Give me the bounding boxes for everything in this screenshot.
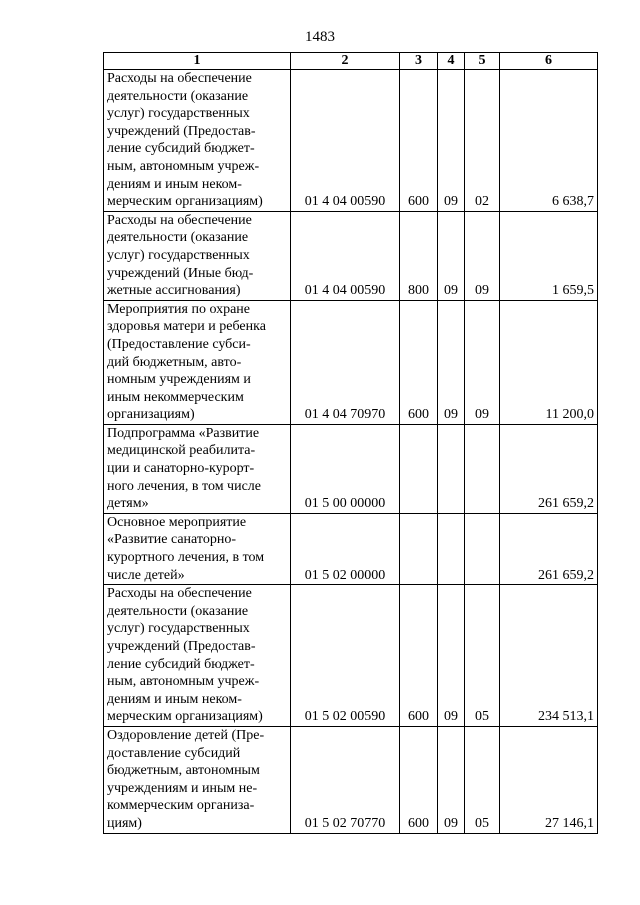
section-cell — [438, 424, 465, 513]
amount-cell: 261 659,2 — [500, 513, 598, 584]
column-header: 4 — [438, 53, 465, 70]
item-name-cell — [104, 424, 291, 513]
amount-cell: 261 659,2 — [500, 424, 598, 513]
item-name-line: ление субсидий бюджет- — [107, 656, 255, 672]
item-name-line: учреждений (Предостав- — [107, 123, 256, 139]
amount-cell: 11 200,0 — [500, 300, 598, 424]
target-code-cell: 01 4 04 00590 — [291, 211, 400, 300]
target-code-cell: 01 4 04 70970 — [291, 300, 400, 424]
table-row — [104, 70, 598, 212]
item-name-line: Расходы на обеспечение — [107, 586, 252, 602]
section-cell: 09 — [438, 70, 465, 212]
amount-cell: 234 513,1 — [500, 585, 598, 727]
item-name-line: Основное мероприятие — [107, 514, 247, 530]
item-name-line: деятельности (оказание — [107, 88, 249, 104]
item-name-cell — [104, 211, 291, 300]
item-name-line: медицинской реабилита- — [107, 443, 256, 459]
item-name-line: коммерческим организа- — [107, 798, 255, 814]
item-name-cell — [104, 300, 291, 424]
table-row — [104, 726, 598, 833]
table-row — [104, 513, 598, 584]
table-row — [104, 211, 598, 300]
item-name-cell — [104, 513, 291, 584]
amount-cell: 1 659,5 — [500, 211, 598, 300]
column-header: 6 — [500, 53, 598, 70]
item-name-line: организациям) — [107, 407, 195, 423]
table-row — [104, 585, 598, 727]
item-name-line: деятельности (оказание — [107, 230, 249, 246]
item-name-line: услуг) государственных — [107, 621, 250, 637]
section-cell: 09 — [438, 585, 465, 727]
item-name-line: услуг) государственных — [107, 247, 250, 263]
item-name-line: номным учреждениям и — [107, 372, 251, 388]
table-header-row — [104, 53, 598, 70]
item-name-line: учреждений (Предостав- — [107, 639, 256, 654]
item-name-line: мерческим организациям) — [107, 709, 263, 725]
item-name-line: дениям и иным неком- — [107, 176, 242, 192]
section-cell: 09 — [438, 300, 465, 424]
subsection-cell: 05 — [465, 585, 500, 727]
target-code-cell: 01 5 00 00000 — [291, 424, 400, 513]
item-name-line: курортного лечения, в том — [107, 550, 265, 566]
subsection-cell: 02 — [465, 70, 500, 212]
subsection-cell — [465, 513, 500, 584]
item-name-cell — [104, 70, 291, 212]
amount-cell: 6 638,7 — [500, 70, 598, 212]
amount-cell: 27 146,1 — [500, 726, 598, 833]
column-header: 1 — [104, 53, 291, 70]
target-code-cell: 01 5 02 00590 — [291, 585, 400, 727]
item-name-line: дий бюджетным, авто- — [107, 354, 242, 370]
expense-type-cell: 600 — [400, 300, 438, 424]
item-name-line: мерческим организациям) — [107, 194, 263, 210]
item-name-line: иным некоммерческим — [107, 389, 244, 405]
section-cell: 09 — [438, 211, 465, 300]
item-name-cell — [104, 726, 291, 833]
item-name-line: числе детей» — [107, 567, 185, 583]
item-name-line: Оздоровление детей (Пре- — [107, 727, 265, 743]
item-name-line: услуг) государственных — [107, 106, 250, 122]
column-header: 5 — [465, 53, 500, 70]
item-name-line: ции и санаторно-курорт- — [107, 461, 255, 477]
item-name-line: ного лечения, в том числе — [107, 478, 261, 494]
item-name-line: дениям и иным неком- — [107, 691, 242, 707]
item-name-line: Расходы на обеспечение — [107, 212, 252, 228]
item-name-line: циям) — [107, 815, 142, 831]
item-name-cell — [104, 585, 291, 727]
expense-type-cell — [400, 513, 438, 584]
table-row — [104, 300, 598, 424]
item-name-line: ным, автономным учреж- — [107, 674, 260, 690]
target-code-cell: 01 5 02 00000 — [291, 513, 400, 584]
expense-type-cell — [400, 424, 438, 513]
item-name-line: Мероприятия по охране — [107, 301, 251, 317]
item-name-line: жетные ассигнования) — [107, 283, 241, 299]
item-name-line: ным, автономным учреж- — [107, 158, 260, 174]
budget-table — [103, 52, 598, 834]
subsection-cell: 05 — [465, 726, 500, 833]
item-name-line: (Предоставление субси- — [107, 336, 251, 352]
item-name-line: учреждений (Иные бюд- — [107, 265, 254, 281]
table-row — [104, 424, 598, 513]
item-name-line: ление субсидий бюджет- — [107, 141, 255, 157]
column-header: 2 — [291, 53, 400, 70]
expense-type-cell: 600 — [400, 585, 438, 727]
item-name-line: детям» — [107, 496, 149, 512]
section-cell — [438, 513, 465, 584]
column-header: 3 — [400, 53, 438, 70]
expense-type-cell: 800 — [400, 211, 438, 300]
section-cell: 09 — [438, 726, 465, 833]
target-code-cell: 01 4 04 00590 — [291, 70, 400, 212]
subsection-cell: 09 — [465, 300, 500, 424]
item-name-line: деятельности (оказание — [107, 603, 249, 619]
expense-type-cell: 600 — [400, 726, 438, 833]
subsection-cell: 09 — [465, 211, 500, 300]
expense-type-cell: 600 — [400, 70, 438, 212]
item-name-line: учреждениям и иным не- — [107, 780, 258, 796]
target-code-cell: 01 5 02 70770 — [291, 726, 400, 833]
page-number: 1483 — [305, 29, 335, 45]
item-name-line: «Развитие санаторно- — [107, 532, 236, 548]
item-name-line: здоровья матери и ребенка — [107, 319, 266, 335]
subsection-cell — [465, 424, 500, 513]
item-name-line: доставление субсидий — [107, 745, 241, 761]
item-name-line: бюджетным, автономным — [107, 763, 260, 779]
item-name-line: Расходы на обеспечение — [107, 71, 252, 86]
item-name-line: Подпрограмма «Развитие — [107, 425, 260, 441]
